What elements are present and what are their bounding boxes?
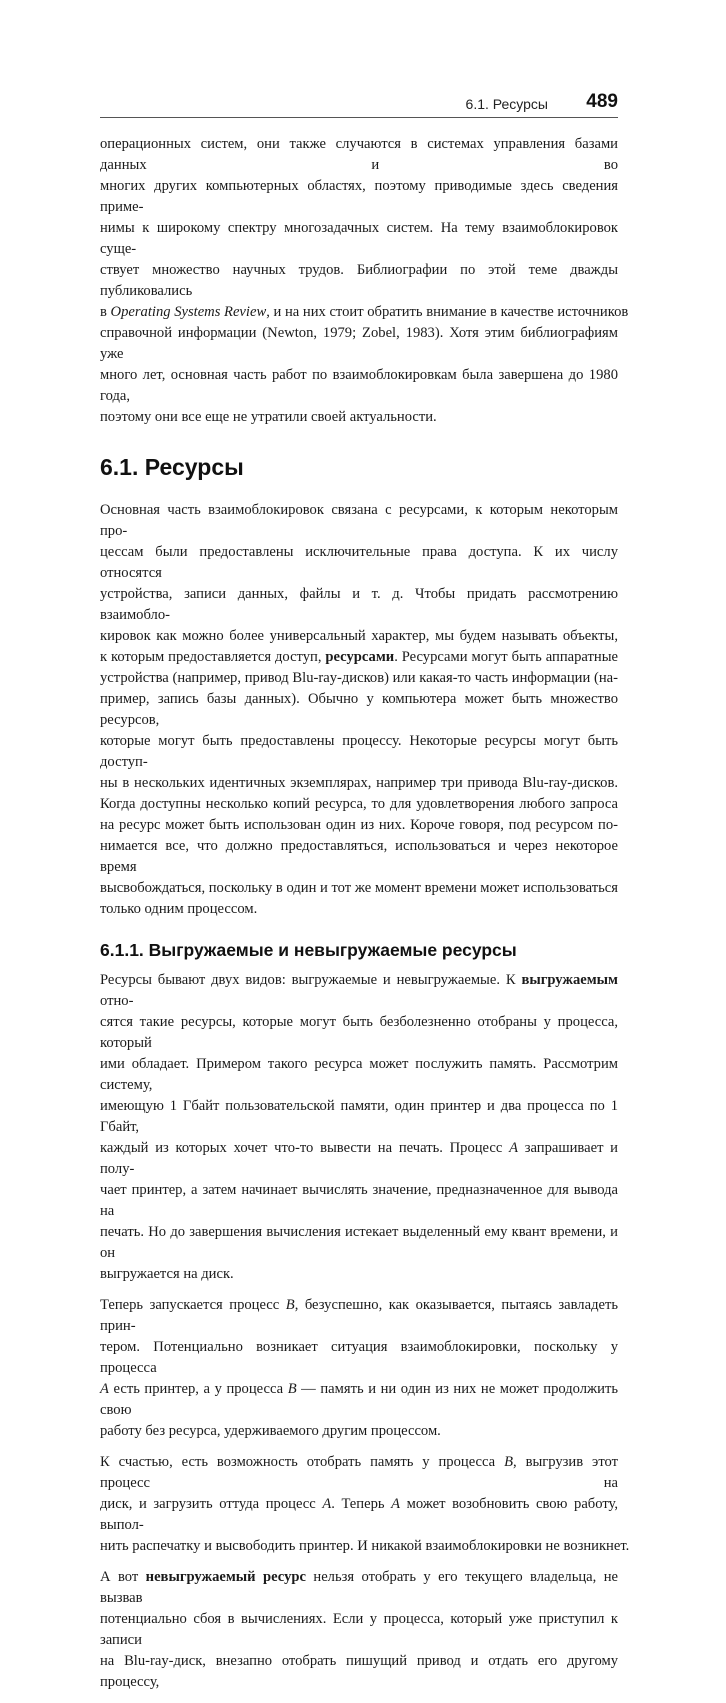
text-line: на Blu-ray-диск, внезапно отобрать пишущий привод и отдать его другому процессу,: [100, 1653, 618, 1690]
running-title: 6.1. Ресурсы: [465, 96, 548, 112]
text-run: есть принтер, а у процесса: [108, 1381, 288, 1397]
text-line: многих других компьютерных областях, поэтому приводимые здесь сведения приме-: [100, 178, 618, 215]
text-run: Ресурсы бывают двух видов: выгружаемые и невыгружаемые. К: [100, 972, 522, 988]
text-line: много лет, основная часть работ по взаимоблокировкам была завершена до 1980 года,: [100, 367, 618, 404]
text-line: [100, 302, 629, 323]
text-run: . Теперь: [331, 1496, 392, 1512]
text-run: диск, и загрузить оттуда процесс: [100, 1496, 323, 1512]
subsection-paragraph: [100, 1567, 618, 1693]
text-line: чает принтер, а затем начинает вычислять значение, предназначенное для вывода на: [100, 1182, 618, 1219]
text-run: нельзя отобрать у его текущего владельца, не вызвав: [100, 1569, 618, 1606]
text-line: ны в нескольких идентичных экземплярах, например три привода Blu-ray-дисков.: [100, 775, 618, 791]
text-line: Основная часть взаимоблокировок связана с ресурсами, к которым некоторым про-: [100, 502, 618, 539]
text-run: К счастью, есть возможность отобрать память у процесса: [100, 1454, 505, 1470]
subsection-paragraph: [100, 1452, 630, 1557]
text-line: операционных систем, они также случаются в системах управления базами данных и во: [100, 136, 618, 173]
intro-paragraph: [100, 134, 629, 428]
section-heading: 6.1. Ресурсы: [100, 454, 244, 480]
text-run: отно-: [100, 993, 134, 1009]
text-line: на ресурс может быть использован один из них. Короче говоря, под ресурсом по-: [100, 817, 618, 833]
process-name: A: [509, 1140, 518, 1156]
text-line: [100, 1295, 618, 1337]
text-line: [100, 1452, 618, 1494]
text-line: высвобождаться, поскольку в один и тот же момент времени может использоваться: [100, 880, 618, 896]
text-line: нимается все, что должно предоставляться, использоваться и через некоторое время: [100, 838, 618, 875]
text-run: Теперь запускается процесс: [100, 1297, 286, 1313]
text-line: ствует множество научных трудов. Библиографии по этой теме дважды публиковались: [100, 262, 618, 299]
text-line: которые могут быть предоставлены процессу. Некоторые ресурсы могут быть доступ-: [100, 733, 618, 770]
subsection-paragraph: [100, 1295, 618, 1442]
text-line: поэтому они все еще не утратили своей актуальности.: [100, 409, 437, 425]
text-line: нимы к широкому спектру многозадачных систем. На тему взаимоблокировок суще-: [100, 220, 618, 257]
text-line: пример, запись базы данных). Обычно у компьютера может быть множество ресурсов,: [100, 691, 618, 728]
text-line: устройства (например, привод Blu-ray-дисков) или какая-то часть информации (на-: [100, 670, 618, 686]
process-name: A: [100, 1381, 109, 1397]
text-line: [100, 970, 618, 1012]
header-rule: [100, 117, 618, 118]
text-line: [100, 1494, 618, 1536]
text-line: Когда доступны несколько копий ресурса, то для удовлетворения любого запроса: [100, 796, 618, 812]
text-run: может возобновить свою работу, выпол-: [100, 1496, 618, 1533]
text-run: запрашивает и полу-: [100, 1140, 618, 1177]
page-number: 489: [586, 91, 618, 112]
text-line: сятся такие ресурсы, которые могут быть безболезненно отобраны у процесса, который: [100, 1014, 618, 1051]
page-content: [100, 134, 630, 1703]
process-name: B: [285, 1297, 295, 1313]
text-run: каждый из которых хочет что-то вывести на печать. Процесс: [100, 1140, 510, 1156]
text-run: , безуспешно, как оказывается, пытаясь завладеть прин-: [100, 1297, 619, 1334]
process-name: A: [391, 1496, 401, 1512]
subsection-heading: 6.1.1. Выгружаемые и невыгружаемые ресурсы: [100, 940, 517, 960]
text-line: кировок как можно более универсальный характер, мы будем называть объекты,: [100, 628, 618, 644]
text-line: работу без ресурса, удерживаемого другим процессом.: [100, 1423, 441, 1439]
section-paragraph: [100, 500, 618, 920]
text-line: нить распечатку и высвободить принтер. И никакой взаимоблокировки не возникнет.: [100, 1538, 630, 1554]
text-line: выгружается на диск.: [100, 1266, 234, 1282]
term-resources: ресурсами: [325, 649, 395, 665]
text-line: печать. Но до завершения вычисления истекает выделенный ему квант времени, и он: [100, 1224, 618, 1261]
text-run: . Ресурсами могут быть аппаратные: [394, 649, 618, 665]
text-run: , выгрузив этот процесс на: [100, 1454, 618, 1491]
text-line: устройства, записи данных, файлы и т. д. Чтобы придать рассмотрению взаимобло-: [100, 586, 618, 623]
text-line: имеющую 1 Гбайт пользовательской памяти, один принтер и два процесса по 1 Гбайт,: [100, 1098, 618, 1135]
text-run: в: [100, 304, 111, 320]
journal-title: Operating Systems Review: [110, 304, 267, 320]
term-preemptable: выгружаемым: [521, 972, 618, 988]
text-line: [100, 1567, 618, 1609]
text-line: цессам были предоставлены исключительные права доступа. К их числу относятся: [100, 544, 618, 581]
process-name: B: [504, 1454, 514, 1470]
text-line: справочной информации (Newton, 1979; Zobel, 1983). Хотя этим библиографиям уже: [100, 325, 618, 362]
text-line: потенциально сбоя в вычислениях. Если у процесса, который уже приступил к записи: [100, 1611, 618, 1648]
subsection-paragraph: [100, 970, 618, 1285]
term-nonpreemptable: невыгружаемый ресурс: [145, 1569, 306, 1585]
text-line: тером. Потенциально возникает ситуация взаимоблокировки, поскольку у процесса: [100, 1339, 618, 1376]
text-line: только одним процессом.: [100, 901, 258, 917]
text-line: [100, 1138, 618, 1180]
process-name: B: [287, 1381, 297, 1397]
text-line: ими обладает. Примером такого ресурса может послужить память. Рассмотрим систему,: [100, 1056, 618, 1093]
text-run: А вот: [100, 1569, 146, 1585]
process-name: A: [322, 1496, 332, 1512]
text-run: к которым предоставляется доступ,: [100, 649, 326, 665]
text-run: , и на них стоит обратить внимание в качестве источников: [266, 304, 629, 320]
text-line: [100, 1379, 618, 1421]
running-header: [100, 90, 618, 120]
text-run: — память и ни один из них не может продолжить свою: [100, 1381, 618, 1418]
text-line: [100, 647, 618, 668]
